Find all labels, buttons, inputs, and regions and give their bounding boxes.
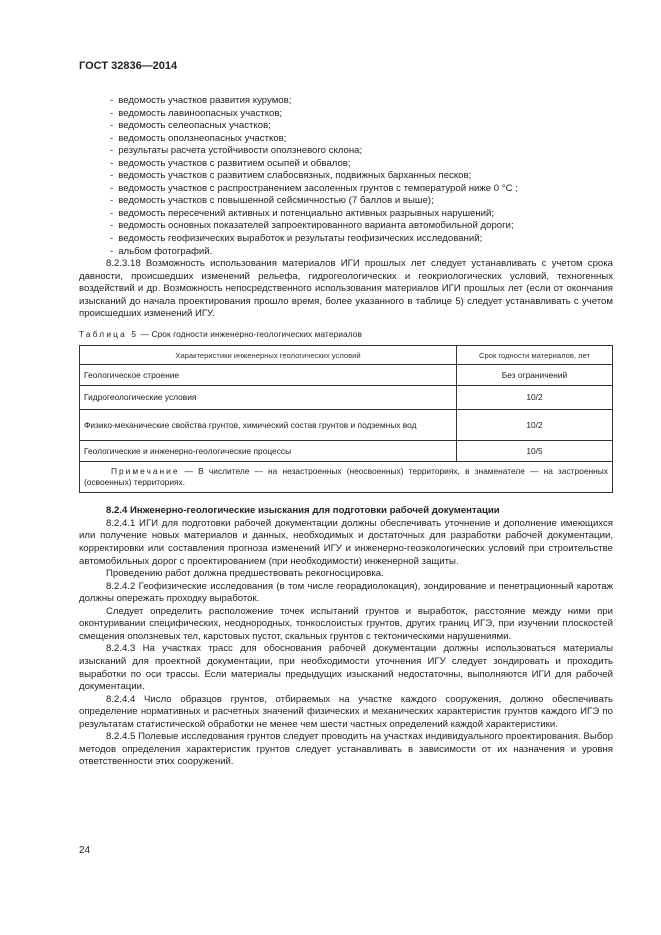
list-item: - ведомость участков с развитием слабосвязных, подвижных барханных песков; — [79, 170, 613, 183]
table-row — [80, 365, 613, 386]
list-item: - ведомость участков с повышенной сейсмичностью (7 баллов и выше); — [79, 195, 613, 208]
table-row — [80, 441, 613, 462]
list-item: - ведомость участков с распространением засоленных грунтов с температурой ниже 0 °С ; — [79, 183, 613, 196]
row-value: Без ограничений — [457, 365, 613, 386]
column-header-characteristics: Характеристики инженерных геологических условий — [80, 346, 457, 365]
paragraph: Следует определить расположение точек испытаний грунтов и выработок, расстояние между ними при оконтуривании специфических, неоднородных, тонкослоистых грунтов, других границ ИГЭ, при изучении плоскостей смещения оползневых тел, карстовых пустот, скальных грунтов с тектоническими нарушениями. — [79, 605, 613, 642]
column-header-validity: Срок годности материалов, лет — [457, 346, 613, 365]
row-name: Геологическое строение — [80, 365, 457, 386]
list-item: - ведомость участков с развитием осыпей и обвалов; — [79, 158, 613, 171]
table-header-row — [80, 346, 613, 365]
table-caption-label: Таблица 5 — [79, 328, 139, 339]
row-value: 10/2 — [457, 410, 613, 441]
deliverables-list — [79, 95, 613, 258]
section-title-8-2-4: 8.2.4 Инженерно-геологические изыскания для подготовки рабочей документации — [106, 505, 500, 517]
list-item: - ведомость основных показателей запроектированного варианта автомобильной дороги; — [79, 220, 613, 233]
table-note — [80, 462, 613, 493]
row-value: 10/5 — [457, 441, 613, 462]
paragraph: 8.2.4.3 На участках трасс для обоснования рабочей документации должны использоваться материалы изысканий для проектной документации, при необходимости уточнения ИГУ следует зондировать и проходить выработки по оси трассы. Если материалы предыдущих изысканий недостаточны, выполняются ИГИ для рабочей документации. — [79, 643, 613, 693]
table-note-text: — В числителе — на незастроенных (неосвоенных) территориях, в знаменателе — на застроенных (освоенных) территориях. — [84, 466, 608, 488]
list-item: - ведомость селеопасных участков; — [79, 120, 613, 133]
list-item: - ведомость геофизических выработок и результаты геофизических исследований; — [79, 233, 613, 246]
row-value: 10/2 — [457, 386, 613, 410]
paragraph: 8.2.4.1 ИГИ для подготовки рабочей документации должны обеспечивать уточнение и дополнение имеющихся или получение новых материалов и данных, необходимых и достаточных для разработки рабочей документации, корректировки или составления прогноза изменений ИГУ и инженерно-геоэкологических условий при строительстве автомобильных дорог с проектированием (при необходимости) инженерной защиты. — [79, 517, 613, 567]
row-name: Геологические и инженерно-геологические процессы — [80, 441, 457, 462]
table-note-label: Примечание — [111, 466, 180, 477]
list-item: - результаты расчета устойчивости оползневого склона; — [79, 145, 613, 158]
materials-validity-table — [79, 345, 613, 493]
paragraph: 8.2.4.4 Число образцов грунтов, отбираемых на участке каждого сооружения, должно обеспечивать определение нормативных и расчетных значений физических и механических характеристик грунтов каждого ИГЭ по результатам статистической обработки не менее чем шести частных определений каждой характеристики. — [79, 693, 613, 730]
table-note-row — [80, 462, 613, 493]
paragraph: Проведению работ должна предшествовать рекогносцировка. — [106, 568, 384, 580]
list-item: - ведомость пересечений активных и потенциально активных разрывных нарушений; — [79, 208, 613, 221]
row-name: Физико-механические свойства грунтов, химический состав грунтов и подземных вод — [80, 410, 457, 441]
paragraph: 8.2.4.2 Геофизические исследования (в том числе георадиолокация), зондирование и пенетрационный каротаж должны опережать проходку выработок. — [79, 580, 613, 605]
table-row — [80, 410, 613, 441]
paragraph-8-2-3-18: 8.2.3.18 Возможность использования материалов ИГИ прошлых лет следует устанавливать с учетом срока давности, происшедших изменений рельефа, гидрогеологических и геокриологических условий, техногенных воздействий и др. Возможность непосредственного использования материалов ИГИ прошлых лет (если от окончания изысканий до начала проектирования прошло время, более указанного в таблице 5) следует устанавливать с учетом происшедших изменений ИГУ. — [79, 258, 613, 320]
document-header: ГОСТ 32836—2014 — [79, 60, 178, 72]
page-number: 24 — [79, 845, 91, 856]
table-caption — [79, 328, 613, 341]
paragraph: 8.2.4.5 Полевые исследования грунтов следует проводить на участках индивидуального проектирования. Выбор методов определения характеристик грунтов следует устанавливать в зависимости от их назначения и уровня ответственности этих сооружений. — [79, 731, 613, 768]
table-caption-text: — Срок годности инженерно-геологических материалов — [138, 328, 362, 339]
list-item: - ведомость лавиноопасных участков; — [79, 108, 613, 121]
list-item: - ведомость оползнеопасных участков; — [79, 133, 613, 146]
list-item: - ведомость участков развития курумов; — [79, 95, 613, 108]
row-name: Гидрогеологические условия — [80, 386, 457, 410]
page-content — [79, 95, 613, 769]
table-row — [80, 386, 613, 410]
list-item: - альбом фотографий. — [79, 246, 613, 259]
